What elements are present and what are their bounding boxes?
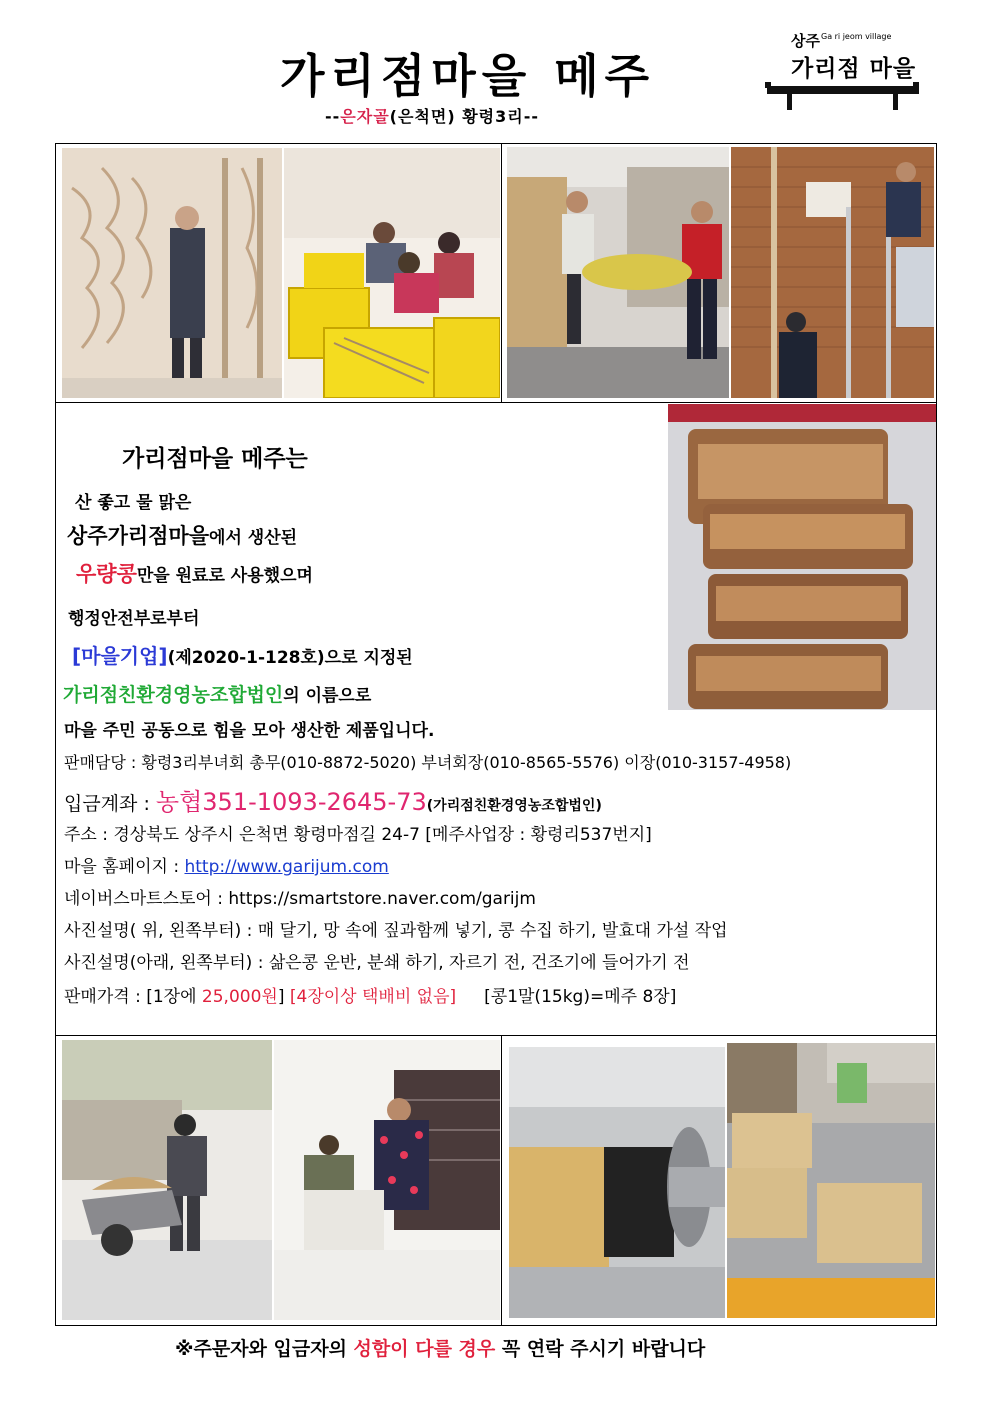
hanging-meju-photo <box>62 148 282 398</box>
intro-line-6-rest: 의 이름으로 <box>283 686 372 706</box>
meju-blocks-photo <box>668 404 936 710</box>
intro-line-3-rest: 만을 원료로 사용했으며 <box>136 566 313 586</box>
photo-desc-bottom: 사진설명(아래, 왼쪽부터) : 삶은콩 운반, 분쇄 하기, 자르기 전, 건조기에 들어가기 전 <box>64 953 690 973</box>
price-value: 25,000원 <box>201 987 278 1007</box>
sales-contact: 판매담당 : 황령3리부녀회 총무(010-8872-5020) 부녀회장(010-8565-5576) 이장(010-3157-4958) <box>64 753 792 772</box>
price-label: 판매가격 : [1장에 <box>64 987 202 1007</box>
subtitle-prefix: -- <box>325 107 341 126</box>
intro-line-5-rest: (제2020-1-128호)으로 지정된 <box>167 648 413 668</box>
photo-desc-top: 사진설명( 위, 왼쪽부터) : 매 달기, 망 속에 짚과함께 넣기, 콩 수집 하기, 발효대 가설 작업 <box>64 921 728 941</box>
page-title: 가리점마을 메주 <box>280 49 656 103</box>
footer-prefix: ※주문자와 입금자의 <box>175 1338 354 1360</box>
carrying-beans-photo <box>507 147 729 398</box>
intro-village-enterprise: [마을기업] <box>72 644 168 668</box>
account-holder: (가리점친환경영농조합법인) <box>426 798 602 814</box>
account-number: 농협351-1093-2645-73 <box>155 788 427 816</box>
cutting-machine-photo <box>509 1047 725 1318</box>
intro-line-5 <box>72 640 413 669</box>
intro-line-6 <box>63 680 371 707</box>
smartstore: 네이버스마트스토어 : https://smartstore.naver.com/garijm <box>64 889 536 909</box>
intro-line-3 <box>76 558 313 588</box>
footer-notice <box>175 1334 705 1361</box>
shipping-note: [4장이상 택배비 없음] <box>289 987 457 1007</box>
packing-straw-photo <box>284 148 500 398</box>
logo-region: 상주 <box>791 32 820 50</box>
divider-bottom-vertical <box>501 1035 502 1326</box>
logo-english: Ga ri jeom village <box>821 32 892 41</box>
intro-village-name: 상주가리점마을 <box>67 524 210 548</box>
grinding-photo <box>274 1040 500 1320</box>
homepage-label: 마을 홈페이지 : <box>64 857 185 877</box>
bean-ratio: [콩1말(15kg)=메주 8장] <box>484 987 677 1007</box>
intro-bean-name: 우량콩 <box>76 562 137 586</box>
divider-top-vertical <box>501 143 502 402</box>
divider-top <box>55 402 937 403</box>
logo-name: 가리점 마을 <box>791 56 917 82</box>
address: 주소 : 경상북도 상주시 은척면 황령마점길 24-7 [메주사업장 : 황령리537번지] <box>64 825 652 845</box>
divider-bottom <box>55 1035 937 1036</box>
intro-corporation-name: 가리점친환경영농조합법인 <box>63 684 284 706</box>
drying-tray-photo <box>727 1043 935 1318</box>
ladder-work-photo <box>731 147 934 398</box>
wheelbarrow-photo <box>62 1040 272 1320</box>
footer-suffix: 꼭 연락 주시기 바랍니다 <box>495 1338 706 1360</box>
intro-line-2 <box>67 520 297 550</box>
subtitle <box>325 104 539 127</box>
intro-line-1: 산 좋고 물 맑은 <box>75 493 192 513</box>
account-label: 입금계좌 : <box>64 793 156 815</box>
footer-warning: 성함이 다를 경우 <box>353 1338 496 1360</box>
subtitle-red: 은자골 <box>340 107 390 126</box>
logo-gate-leg-left <box>787 92 792 110</box>
subtitle-rest: (은척면) 황령3리-- <box>389 107 540 126</box>
intro-line-4: 행정안전부로부터 <box>68 609 200 629</box>
price-close: ] <box>277 987 290 1007</box>
intro-heading: 가리점마을 메주는 <box>122 445 308 472</box>
village-logo <box>765 22 920 117</box>
logo-gate-leg-right <box>893 92 898 110</box>
intro-line-2-rest: 에서 생산된 <box>209 528 298 548</box>
homepage-link[interactable]: http://www.garijum.com <box>184 857 389 877</box>
price-row <box>64 982 676 1007</box>
homepage-row <box>64 852 389 877</box>
intro-line-7: 마을 주민 공동으로 힘을 모아 생산한 제품입니다. <box>64 721 435 741</box>
account-row <box>64 782 602 817</box>
